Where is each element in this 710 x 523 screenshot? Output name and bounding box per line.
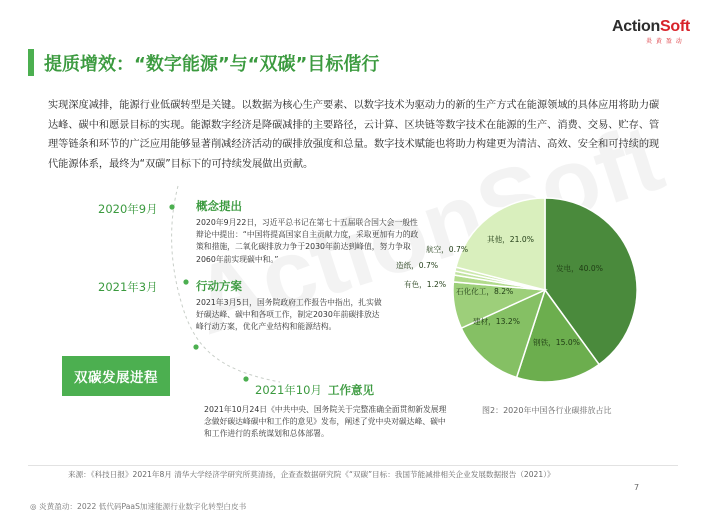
timeline-date-1: 2020年9月 xyxy=(98,202,158,216)
timeline-body-3: 2021年10月24日《中共中央、国务院关于完整准确全面贯彻新发展理念做好碳达峰碳中和工作的意见》发布，阐述了党中央对碳达峰、碳中和工作进行的系统谋划和总体部署。 xyxy=(204,405,447,439)
timeline-badge: 双碳发展进程 xyxy=(62,356,170,396)
brand-logo-subtitle: 炎 黄 盈 动 xyxy=(646,38,683,45)
timeline-body-1: 2020年9月22日，习近平总书记在第七十五届联合国大会一般性辩论中提出：“中国将提高国家自主贡献力度，采取更加有力的政策和措施，二氧化碳排放力争于2030年前达到峰值，努力争取2060年前实现碳中和。” xyxy=(196,218,419,264)
pie-label-6: 航空，0.7% xyxy=(426,245,469,254)
footer-copyright: ◎ 炎黄盈动：2022 低代码PaaS加速能源行业数字化转型白皮书 xyxy=(30,502,247,511)
chart-caption: 图2：2020年中国各行业碳排放占比 xyxy=(482,406,612,415)
pie-label-7: 其他，21.0% xyxy=(487,235,534,244)
source-note: 来源：《科技日报》2021年8月 清华大学经济学研究所莫清扬，企查查数据研究院《“双碳”目标：我国节能减排相关企业发展数据报告（2021）》 xyxy=(68,470,555,479)
intro-paragraph: 实现深度减排，能源行业低碳转型是关键。以数据为核心生产要素、以数字技术为驱动力的新的生产方式在能源领域的具体应用将助力碳达峰、碳中和愿景目标的实现。能源数字经济是降碳减排的主要路径，云计算、区块链等数字技术在能源的生产、消费、交易、贮存、管理等链条和环节的广泛应用能够显著削减经济活动的碳排放强度和总量。数字技术赋能也将助力构建更为清洁、高效、安全和可持续的现代能源体系，最终为“双碳”目标下的可持续发展做出贡献。 xyxy=(48,100,660,170)
pie-label-5: 造纸，0.7% xyxy=(396,261,439,270)
pie-label-4: 有色，1.2% xyxy=(404,280,447,289)
timeline-heading-1: 概念提出 xyxy=(196,199,242,213)
footer-divider xyxy=(28,465,678,466)
page-title: 提质增效：“数字能源”与“双碳”目标偕行 xyxy=(44,54,380,75)
pie-label-2: 建材，13.2% xyxy=(473,317,520,326)
brand-logo: ActionSoft xyxy=(612,18,690,35)
page-number: 7 xyxy=(634,483,640,492)
timeline-date-3: 2021年10月 xyxy=(255,383,322,397)
pie-label-1: 钢铁，15.0% xyxy=(533,338,580,347)
timeline-body-2: 2021年3月5日，国务院政府工作报告中指出，扎实做好碳达峰、碳中和各项工作，制定2030年前碳排放达峰行动方案，优化产业结构和能源结构。 xyxy=(196,298,382,332)
timeline-date-2: 2021年3月 xyxy=(98,280,158,294)
pie-label-0: 发电，40.0% xyxy=(556,264,603,273)
pie-label-3: 石化化工，8.2% xyxy=(456,287,514,296)
timeline-heading-3: 工作意见 xyxy=(328,383,374,397)
timeline-heading-2: 行动方案 xyxy=(196,279,242,293)
